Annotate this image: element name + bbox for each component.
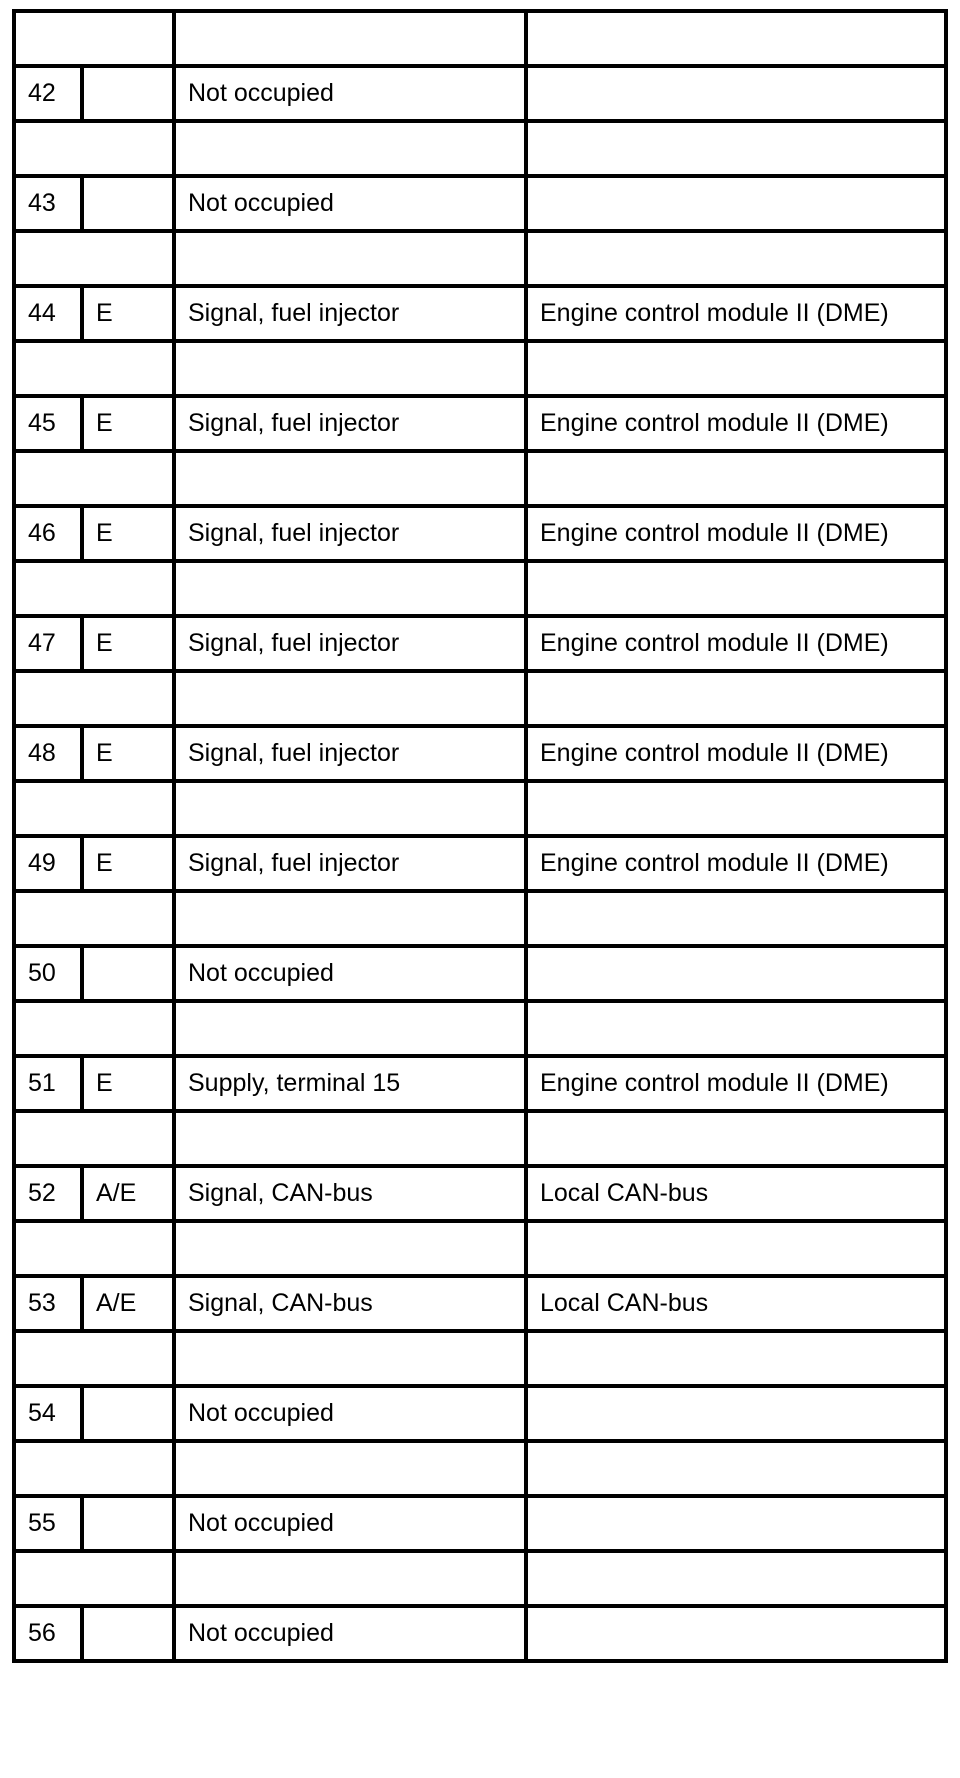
spacer-cell (14, 231, 174, 286)
spacer-cell (174, 781, 526, 836)
spacer-cell (526, 341, 946, 396)
spacer-cell (14, 121, 174, 176)
connection-cell: Engine control module II (DME) (526, 836, 946, 891)
spacer-cell (174, 121, 526, 176)
spacer-row (14, 1331, 946, 1386)
table-row (14, 616, 946, 671)
pin-number-cell: 50 (14, 946, 82, 1001)
function-cell: Not occupied (174, 1606, 526, 1661)
function-cell: Signal, CAN-bus (174, 1166, 526, 1221)
table-row (14, 396, 946, 451)
spacer-cell (174, 341, 526, 396)
signal-type-cell: E (82, 616, 174, 671)
connection-cell: Engine control module II (DME) (526, 1056, 946, 1111)
spacer-row (14, 1551, 946, 1606)
table-row (14, 66, 946, 121)
spacer-cell (174, 561, 526, 616)
function-cell: Not occupied (174, 66, 526, 121)
spacer-cell (14, 671, 174, 726)
spacer-cell (174, 231, 526, 286)
connection-cell (526, 176, 946, 231)
pin-number-cell: 56 (14, 1606, 82, 1661)
signal-type-cell: E (82, 836, 174, 891)
pin-number-cell: 46 (14, 506, 82, 561)
spacer-cell (174, 1551, 526, 1606)
spacer-row (14, 781, 946, 836)
signal-type-cell (82, 946, 174, 1001)
spacer-row (14, 11, 946, 66)
table-row (14, 506, 946, 561)
spacer-cell (14, 1441, 174, 1496)
table-row (14, 1606, 946, 1661)
signal-type-cell (82, 1496, 174, 1551)
spacer-cell (526, 11, 946, 66)
spacer-cell (174, 451, 526, 506)
signal-type-cell (82, 176, 174, 231)
table-row (14, 1386, 946, 1441)
function-cell: Signal, fuel injector (174, 836, 526, 891)
spacer-row (14, 1001, 946, 1056)
spacer-cell (14, 451, 174, 506)
spacer-cell (526, 1551, 946, 1606)
table-row (14, 1496, 946, 1551)
spacer-cell (526, 451, 946, 506)
spacer-cell (526, 1221, 946, 1276)
spacer-cell (526, 891, 946, 946)
spacer-cell (526, 1331, 946, 1386)
spacer-cell (174, 1111, 526, 1166)
connection-cell: Engine control module II (DME) (526, 396, 946, 451)
connection-cell: Engine control module II (DME) (526, 286, 946, 341)
connection-cell (526, 66, 946, 121)
spacer-cell (174, 671, 526, 726)
spacer-row (14, 121, 946, 176)
table-row (14, 1276, 946, 1331)
spacer-cell (174, 11, 526, 66)
signal-type-cell: A/E (82, 1276, 174, 1331)
table-row (14, 836, 946, 891)
pin-number-cell: 45 (14, 396, 82, 451)
pin-number-cell: 51 (14, 1056, 82, 1111)
connection-cell (526, 1606, 946, 1661)
signal-type-cell: E (82, 286, 174, 341)
spacer-cell (526, 121, 946, 176)
pin-number-cell: 49 (14, 836, 82, 891)
spacer-row (14, 1441, 946, 1496)
signal-type-cell (82, 66, 174, 121)
pin-number-cell: 47 (14, 616, 82, 671)
spacer-cell (526, 671, 946, 726)
spacer-cell (14, 1001, 174, 1056)
spacer-cell (174, 891, 526, 946)
spacer-cell (526, 781, 946, 836)
pin-number-cell: 52 (14, 1166, 82, 1221)
spacer-row (14, 561, 946, 616)
pin-number-cell: 43 (14, 176, 82, 231)
pin-number-cell: 53 (14, 1276, 82, 1331)
table-row (14, 176, 946, 231)
pin-number-cell: 48 (14, 726, 82, 781)
signal-type-cell (82, 1606, 174, 1661)
pin-number-cell: 42 (14, 66, 82, 121)
spacer-cell (14, 1111, 174, 1166)
function-cell: Signal, fuel injector (174, 726, 526, 781)
table-row (14, 946, 946, 1001)
spacer-cell (174, 1441, 526, 1496)
spacer-row (14, 1221, 946, 1276)
connection-cell: Local CAN-bus (526, 1166, 946, 1221)
spacer-cell (14, 561, 174, 616)
spacer-row (14, 671, 946, 726)
spacer-cell (526, 561, 946, 616)
function-cell: Signal, fuel injector (174, 506, 526, 561)
signal-type-cell: A/E (82, 1166, 174, 1221)
signal-type-cell: E (82, 726, 174, 781)
spacer-cell (14, 781, 174, 836)
spacer-cell (14, 1551, 174, 1606)
signal-type-cell: E (82, 506, 174, 561)
pin-number-cell: 55 (14, 1496, 82, 1551)
spacer-cell (174, 1001, 526, 1056)
spacer-row (14, 1111, 946, 1166)
signal-type-cell: E (82, 1056, 174, 1111)
connection-cell: Engine control module II (DME) (526, 726, 946, 781)
spacer-cell (174, 1221, 526, 1276)
spacer-cell (526, 1111, 946, 1166)
table-row (14, 286, 946, 341)
spacer-row (14, 231, 946, 286)
function-cell: Signal, CAN-bus (174, 1276, 526, 1331)
spacer-row (14, 891, 946, 946)
spacer-cell (526, 231, 946, 286)
pin-number-cell: 54 (14, 1386, 82, 1441)
pin-table-body (14, 11, 946, 1661)
function-cell: Signal, fuel injector (174, 286, 526, 341)
connection-cell: Local CAN-bus (526, 1276, 946, 1331)
signal-type-cell (82, 1386, 174, 1441)
function-cell: Not occupied (174, 1386, 526, 1441)
function-cell: Supply, terminal 15 (174, 1056, 526, 1111)
function-cell: Not occupied (174, 1496, 526, 1551)
function-cell: Signal, fuel injector (174, 616, 526, 671)
table-row (14, 1166, 946, 1221)
spacer-cell (174, 1331, 526, 1386)
spacer-cell (526, 1001, 946, 1056)
table-row (14, 1056, 946, 1111)
spacer-cell (14, 11, 174, 66)
spacer-cell (14, 1331, 174, 1386)
table-row (14, 726, 946, 781)
function-cell: Not occupied (174, 946, 526, 1001)
connection-cell (526, 1496, 946, 1551)
spacer-row (14, 341, 946, 396)
function-cell: Signal, fuel injector (174, 396, 526, 451)
function-cell: Not occupied (174, 176, 526, 231)
signal-type-cell: E (82, 396, 174, 451)
pin-assignment-table (12, 9, 948, 1663)
connection-cell: Engine control module II (DME) (526, 616, 946, 671)
spacer-cell (526, 1441, 946, 1496)
connection-cell (526, 946, 946, 1001)
connection-cell (526, 1386, 946, 1441)
spacer-cell (14, 1221, 174, 1276)
connection-cell: Engine control module II (DME) (526, 506, 946, 561)
spacer-row (14, 451, 946, 506)
spacer-cell (14, 891, 174, 946)
pin-number-cell: 44 (14, 286, 82, 341)
spacer-cell (14, 341, 174, 396)
